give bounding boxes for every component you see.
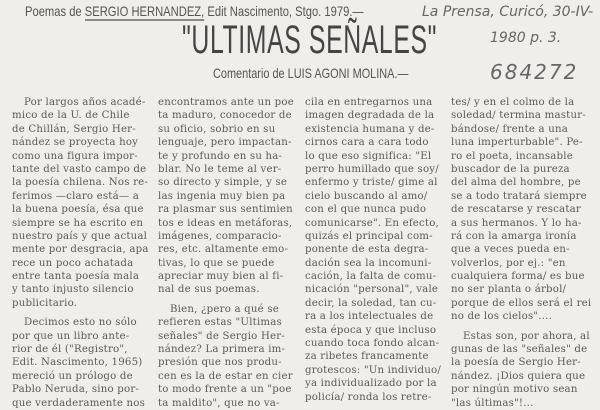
text-line: comunicarse". En efecto, [305,217,439,229]
text-line: existencia humana y de- [305,123,435,135]
text-line: mereció un prólogo de [12,370,133,382]
text-line: Decimos esto no sólo [24,317,137,329]
text-line: tivas, lo que se puede [158,257,275,269]
text-line: cen es la de estar en cier [158,370,293,382]
text-column-4 [451,96,591,410]
text-line: porque de ellos será el rei [451,297,591,309]
text-line: ra plasmar sus sentimien [158,204,293,216]
source-suffix: Edit Nascimento, Stgo. 1979.— [204,3,364,19]
text-line: cielo buscando al amo/ [305,190,428,202]
text-line: su oficio, sobrio en su [158,123,276,135]
source-author: SERGIO HERNANDEZ, [84,3,205,19]
text-line: rior de él ("Registro", [12,344,128,356]
text-line: buscador de la pureza [451,163,570,175]
text-line: nández se proyecta hoy [12,137,139,149]
text-line: imagen degradada de la [305,110,435,122]
text-line: Por largos años acadé- [24,97,146,108]
text-line: res, etc. altamente emo- [158,244,289,256]
text-line: grotescos: "Un individuo/ [305,364,441,376]
text-line: tos e ideas en metáforas, [158,217,293,229]
text-line: bándose/ frente a una [451,123,569,135]
text-line: "las últimas"!... [451,397,534,409]
text-line: encontramos ante un poe [158,97,294,108]
text-line: no ser planta o árbol/ [451,284,567,296]
text-line: ferimos —claro está— a [12,190,139,202]
text-line: la poesía chilena. Nos re- [12,177,149,189]
text-line: decir, la soledad, tan cu- [305,297,437,309]
text-line: apreciar muy bien al fi- [158,271,284,283]
text-line: ta maduro, conocedor de [158,110,292,122]
text-line: soledad/ termina mastur- [451,110,586,122]
text-line: ro el poeta, incansable [451,150,573,162]
text-line: publicitario. [12,297,78,309]
source-line [25,3,364,19]
source-prefix: Poemas de [25,3,85,19]
text-line: Estas son, por ahora, al [463,330,590,342]
text-line: gunas de las "señales" de [451,344,588,356]
text-line: como una figura impor- [12,150,138,162]
text-line: esta época y que incluso [305,324,437,336]
handwritten-date-page: 1980 p. 3. [490,30,562,46]
text-line: nal de sus poemas. [158,284,260,296]
text-line: mico de la U. de Chile [12,110,130,122]
text-line: presión que nos produ- [158,357,282,369]
text-line: con el que nunca pudo [305,204,427,216]
text-line: tes/ y en el colmo de la [451,97,575,108]
text-column-2 [158,96,298,410]
handwritten-source: La Prensa, Curicó, 30-IV- [422,4,594,20]
text-line: cuando toca fondo alcan- [305,338,440,350]
byline: Comentario de LUIS AGONI MOLINA.— [213,65,409,81]
text-line: nández. ¡Dios quiera que [451,370,586,382]
text-line: ponente de esta degra- [305,244,429,256]
text-line: dación sea la incomuni- [305,257,432,269]
text-line: entre tanta poesía mala [12,271,140,283]
text-line: siempre se ha escrito en [12,217,144,229]
text-line: a sus hermanos. Y lo ha- [451,217,582,229]
text-line: ra a los intelectuales de [305,311,434,323]
text-line: za ribetes francamente [305,351,429,363]
text-line: por que un libro ante- [12,330,130,342]
text-line: se a todo tratará siempre [451,190,587,202]
text-line: refieren estas "Ultimas [158,317,282,329]
text-line: cualquiera forma/ es bue [451,271,585,283]
handwritten-number: 684272 [490,60,579,84]
text-line: imágenes, comparacio- [158,230,282,242]
article-title: "ULTIMAS SEÑALES" [182,18,438,62]
text-line: cila en entregarnos una [305,97,433,108]
text-line: rece un poco achatada [12,257,134,269]
text-column-1 [12,96,152,410]
text-line: por ningún motivo sean [451,384,578,396]
text-line: de Chillán, Sergio Her- [12,123,136,135]
text-line: del alma del hombre, pe [451,177,581,189]
text-line: ta maldito", que no va- [158,397,280,409]
text-line: que verdaderamente nos [12,397,146,409]
text-line: mente por desgracia, apa [12,244,149,256]
text-line: blar. No le teme al ver- [158,163,282,175]
text-line: quizás el principal com- [305,230,433,242]
text-line: perro humillado que soy/ [305,163,439,175]
text-line: nández? La primera im- [158,344,286,356]
text-line: y tanto injusto silencio [12,284,134,296]
text-line: policía/ ronda los retre- [305,391,432,403]
text-line: lo que eso significa: "El [305,150,432,162]
text-line: enfermo y triste/ gime al [305,177,438,189]
text-line: Edit. Nascimento, 1965) [12,357,143,369]
text-line: to modo frente a un "poe [158,384,292,396]
text-line: de rescatarse y rescatar [451,204,581,216]
text-line: señales" de Sergio Her- [158,330,285,342]
text-line: lenguaje, pero impactan- [158,137,292,149]
text-line: so directo y simple, y se [158,177,288,189]
text-line: que a veces pueda en- [451,244,570,256]
text-line: rá con la amarga ironía [451,230,577,242]
text-line: cación, la falta de comu- [305,271,437,283]
text-line: las ingenia muy bien pa [158,190,286,202]
text-line: ya individualizado por la [305,378,437,390]
text-line: la poesía de Sergio Her- [451,357,581,369]
text-line: Bien, ¿pero a qué se [170,303,279,315]
text-line: volverlos, por ej.: "en [451,257,566,269]
text-line: luna imperturbable". Pe- [451,137,583,149]
text-line: la buena poesía, ésa que [12,204,144,216]
text-line: no de los cielos".... [451,311,553,323]
text-line: nuestro país y que actual [12,230,148,242]
text-line: cirnos cara a cara todo [305,137,429,149]
text-line: Pablo Neruda, sino por- [12,384,140,396]
text-column-3 [305,96,445,404]
text-line: tante del vasto campo de [12,163,147,175]
text-line: te y profundo en su ha- [158,150,283,162]
text-line: nicación "personal", vale [305,284,439,296]
